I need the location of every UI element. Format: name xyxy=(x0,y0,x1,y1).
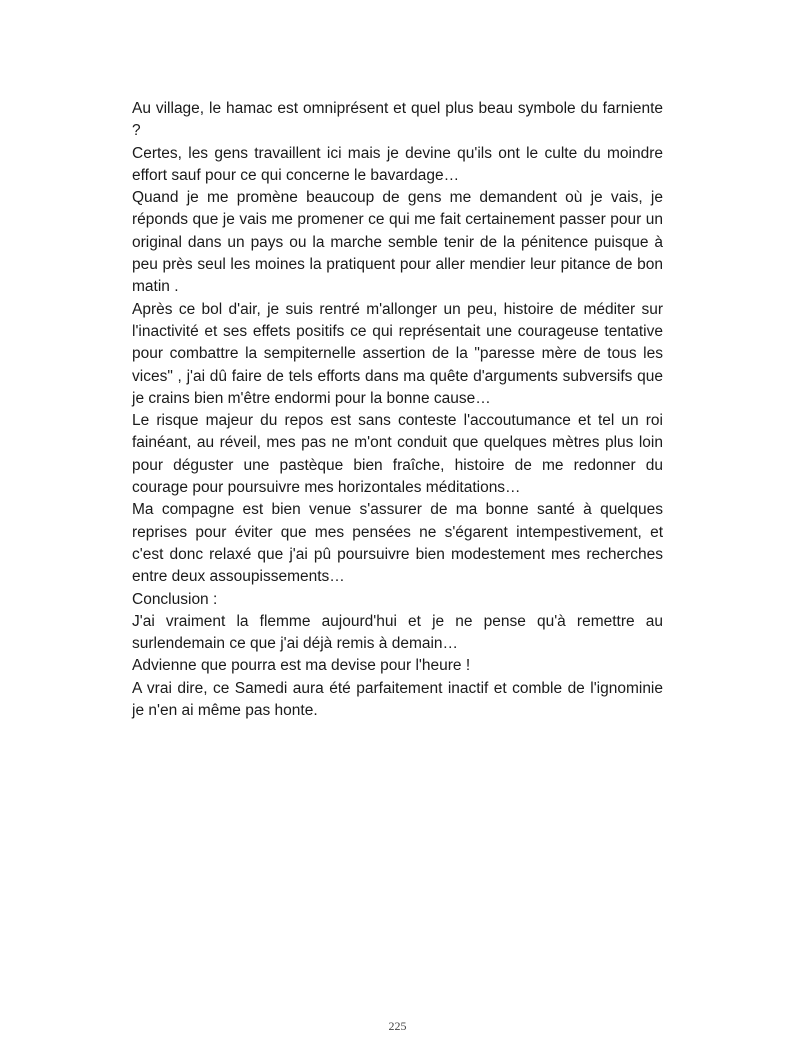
body-text xyxy=(132,98,663,722)
paragraph-conclusion-heading: Conclusion : xyxy=(132,590,218,608)
paragraph-flemme: J'ai vraiment la flemme aujourd'hui et je ne pense qu'à remettre au surlendemain ce que j'ai déjà remis à demain… xyxy=(132,612,663,653)
page-number: 225 xyxy=(388,1019,407,1033)
paragraph-rest: Après ce bol d'air, je suis rentré m'allonger un peu, histoire de méditer sur l'inactivité et ses effets positifs ce qui représentait une courageuse tentative pour combattre la sempiternelle assertion de la "paresse mère de tous les vices" , j'ai dû faire de tels efforts dans ma quête d'arguments subversifs que je crains bien m'être endormi pour la bonne cause… xyxy=(132,300,663,407)
paragraph-hammock: Au village, le hamac est omniprésent et quel plus beau symbole du farniente ? xyxy=(132,100,663,140)
paragraph-devise: Advienne que pourra est ma devise pour l'heure ! xyxy=(132,657,471,675)
paragraph-walk: Quand je me promène beaucoup de gens me demandent où je vais, je réponds que je vais me promener ce qui me fait certainement passer pour un original dans un pays ou la marche semble tenir de la pénitence puisque à peu près seul les moines la pratiquent pour aller mendier leur pitance de bon matin . xyxy=(132,189,663,296)
paragraph-work-culture: Certes, les gens travaillent ici mais je devine qu'ils ont le culte du moindre effort sauf pour ce qui concerne le bavardage… xyxy=(132,144,663,184)
paragraph-companion: Ma compagne est bien venue s'assurer de ma bonne santé à quelques reprises pour éviter que mes pensées ne s'égarent intempestivement, et c'est donc relaxé que j'ai pû poursuivre bien modestement mes recherches entre deux assoupissements… xyxy=(132,501,663,586)
paragraph-samedi: A vrai dire, ce Samedi aura été parfaitement inactif et comble de l'ignominie je n'en ai même pas honte. xyxy=(132,679,663,720)
paragraph-watermelon: Le risque majeur du repos est sans conteste l'accoutumance et tel un roi fainéant, au réveil, mes pas ne m'ont conduit que quelques mètres plus loin pour déguster une pastèque bien fraîche, histoire de me redonner du courage pour poursuivre mes horizontales méditations… xyxy=(132,412,663,497)
